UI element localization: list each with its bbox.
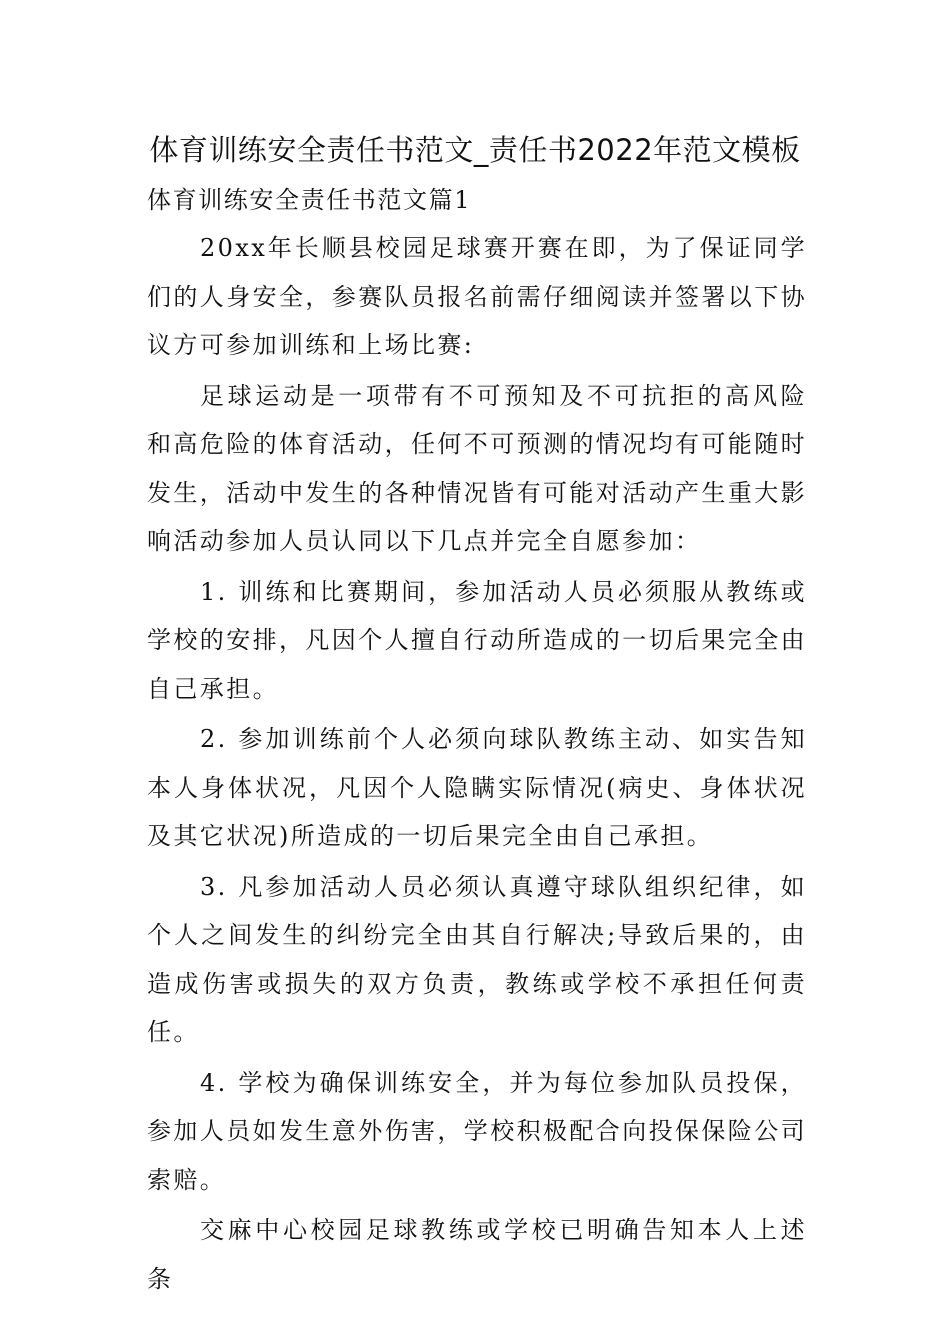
document-body	[147, 176, 807, 1303]
section-heading: 体育训练安全责任书范文篇1	[147, 186, 472, 214]
clause-2: 2. 参加训练前个人必须向球队教练主动、如实告知本人身体状况，凡因个人隐瞒实际情况(病史、身体状况及其它状况)所造成的一切后果完全由自己承担。	[147, 725, 807, 850]
document-title: 体育训练安全责任书范文_责任书2022年范文模板	[149, 133, 801, 167]
paragraph-closing: 交麻中心校园足球教练或学校已明确告知本人上述条	[147, 1216, 807, 1293]
clause-1: 1. 训练和比赛期间，参加活动人员必须服从教练或学校的安排，凡因个人擅自行动所造成的一切后果完全由自己承担。	[147, 577, 807, 703]
clause-4: 4. 学校为确保训练安全，并为每位参加队员投保，参加人员如发生意外伤害，学校积极配合向投保保险公司索赔。	[147, 1068, 807, 1194]
paragraph-intro: 20xx年长顺县校园足球赛开赛在即，为了保证同学们的人身安全，参赛队员报名前需仔细阅读并签署以下协议方可参加训练和上场比赛:	[147, 234, 807, 359]
clause-3: 3. 凡参加活动人员必须认真遵守球队组织纪律，如个人之间发生的纠纷完全由其自行解决;导致后果的，由造成伤害或损失的双方负责，教练或学校不承担任何责任。	[147, 872, 807, 1046]
paragraph-risk-statement: 足球运动是一项带有不可预知及不可抗拒的高风险和高危险的体育活动，任何不可预测的情况均有可能随时发生，活动中发生的各种情况皆有可能对活动产生重大影响活动参加人员认同以下几点并完全自愿参加：	[147, 381, 807, 555]
